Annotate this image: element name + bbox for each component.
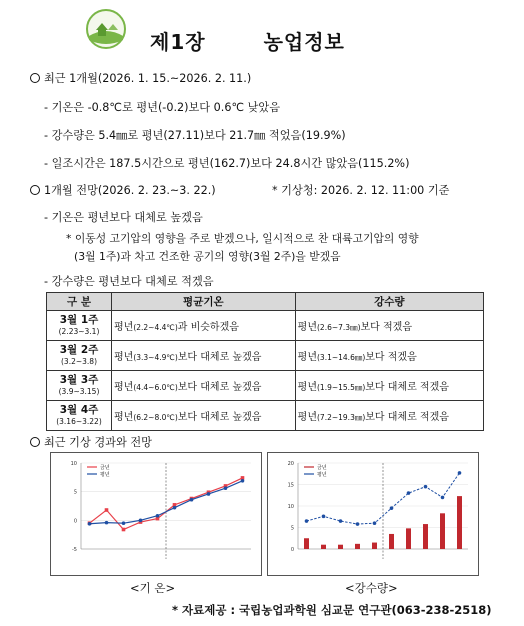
data-point xyxy=(241,479,245,483)
farm-logo-icon xyxy=(80,8,132,50)
data-point xyxy=(190,498,194,502)
data-point xyxy=(122,521,126,525)
rain-outlook: 보다 대체로 적겠음 xyxy=(365,412,449,423)
rain-chart-caption: <강수량> xyxy=(345,581,398,595)
week-cell xyxy=(47,311,112,341)
rain-range: (3.1~14.6㎜) xyxy=(317,353,366,362)
rain-range: (7.2~19.3㎜) xyxy=(317,413,366,422)
temp-outlook: 보다 대체로 높겠음 xyxy=(177,412,262,423)
y-tick-label: 10 xyxy=(70,461,77,467)
data-point xyxy=(156,514,160,518)
rain-cell xyxy=(295,371,483,401)
temp-chart xyxy=(51,453,261,575)
bar xyxy=(440,513,445,549)
temp-range: (4.4~6.0℃) xyxy=(133,383,178,392)
week-cell xyxy=(47,371,112,401)
table-header-week: 구 분 xyxy=(47,293,112,311)
data-point xyxy=(322,515,326,519)
y-tick-label: 20 xyxy=(287,461,294,467)
rain-cell xyxy=(295,311,483,341)
recent-heading: 최근 1개월(2026. 1. 15.~2026. 2. 11.) xyxy=(30,70,251,86)
temp-prefix: 평년 xyxy=(114,382,134,393)
table-header-row xyxy=(47,293,484,311)
rain-prefix: 평년 xyxy=(297,322,317,333)
temp-range: (3.3~4.9℃) xyxy=(133,353,178,362)
legend-label: 금년 xyxy=(317,465,327,471)
data-point xyxy=(390,506,394,510)
y-tick-label: 15 xyxy=(287,482,294,489)
data-point xyxy=(356,522,360,526)
data-point xyxy=(305,519,309,523)
table-header-rain: 강수량 xyxy=(295,293,483,311)
circle-bullet-icon xyxy=(30,437,40,447)
temp-chart-frame xyxy=(50,452,262,576)
charts-heading: 최근 기상 경과와 전망 xyxy=(30,434,152,450)
temp-prefix: 평년 xyxy=(114,412,134,423)
week-range: (3.2~3.8) xyxy=(61,356,97,366)
data-point xyxy=(424,485,428,489)
table-row xyxy=(47,341,484,371)
source-footer: * 자료제공 : 국립농업과학원 심교문 연구관(063-238-2518) xyxy=(172,603,492,617)
data-point xyxy=(373,521,377,525)
week-label: 3월 2주 xyxy=(59,343,99,356)
temp-outlook: 보다 대체로 높겠음 xyxy=(177,352,262,363)
week-range: (3.16~3.22) xyxy=(56,416,102,426)
data-point xyxy=(441,496,445,500)
outlook-note: * 기상청: 2026. 2. 12. 11:00 기준 xyxy=(272,184,450,197)
bar xyxy=(321,545,326,549)
data-point xyxy=(339,519,343,523)
y-tick-label: 5 xyxy=(73,489,77,496)
y-tick-label: 0 xyxy=(73,518,77,525)
data-point xyxy=(458,471,462,475)
table-row xyxy=(47,311,484,341)
outlook-temp-line: - 기온은 평년보다 대체로 높겠음 xyxy=(44,211,203,224)
week-range: (3.9~3.15) xyxy=(58,386,100,396)
temp-prefix: 평년 xyxy=(114,322,134,333)
circle-bullet-icon xyxy=(30,185,40,195)
rain-prefix: 평년 xyxy=(297,382,317,393)
data-point xyxy=(173,506,177,510)
recent-temp-line: - 기온은 -0.8℃로 평년(-0.2)보다 0.6℃ 낮았음 xyxy=(44,101,281,114)
temp-chart-caption: <기 온> xyxy=(130,581,176,595)
rain-prefix: 평년 xyxy=(297,412,317,423)
data-point xyxy=(207,492,211,496)
rain-cell xyxy=(295,341,483,371)
bar xyxy=(406,528,411,549)
data-point xyxy=(105,521,109,525)
data-point xyxy=(88,522,92,526)
rain-range: (1.9~15.5㎜) xyxy=(317,383,366,392)
y-tick-label: 0 xyxy=(290,547,294,553)
table-row xyxy=(47,371,484,401)
week-cell xyxy=(47,341,112,371)
bar xyxy=(338,545,343,549)
legend-label: 평년 xyxy=(100,472,110,478)
bar xyxy=(304,538,309,549)
rain-outlook: 보다 적겠음 xyxy=(360,322,412,333)
bar xyxy=(457,496,462,549)
recent-sun-line: - 일조시간은 187.5시간으로 평년(162.7)보다 24.8시간 많았음(115.2%) xyxy=(44,157,410,170)
temp-cell xyxy=(112,371,296,401)
temp-range: (2.2~4.4℃) xyxy=(133,323,178,332)
bar xyxy=(389,534,394,549)
temp-prefix: 평년 xyxy=(114,352,134,363)
page-title: 제1장 농업정보 xyxy=(150,30,345,54)
bar xyxy=(372,543,377,549)
week-cell xyxy=(47,401,112,431)
bar xyxy=(423,524,428,549)
y-tick-label: 5 xyxy=(290,525,294,532)
rain-cell xyxy=(295,401,483,431)
outlook-heading: 1개월 전망(2026. 2. 23.~3. 22.) xyxy=(30,182,216,198)
data-point xyxy=(139,519,143,523)
data-point xyxy=(105,508,109,512)
outlook-temp-detail-1: * 이동성 고기압의 영향을 주로 받겠으나, 일시적으로 찬 대륙고기압의 영향 xyxy=(66,232,419,245)
rain-chart xyxy=(268,453,478,575)
rain-outlook: 보다 적겠음 xyxy=(365,352,417,363)
recent-rain-line: - 강수량은 5.4㎜로 평년(27.11)보다 21.7㎜ 적었음(19.9%) xyxy=(44,129,346,142)
data-point xyxy=(224,486,228,490)
week-label: 3월 4주 xyxy=(59,403,99,416)
temp-cell xyxy=(112,311,296,341)
forecast-table xyxy=(46,292,484,431)
legend-label: 금년 xyxy=(100,465,110,471)
rain-range: (2.6~7.3㎜) xyxy=(317,323,361,332)
bar xyxy=(355,544,360,549)
y-tick-label: 10 xyxy=(287,504,294,510)
temp-cell xyxy=(112,341,296,371)
outlook-rain-line: - 강수량은 평년보다 대체로 적겠음 xyxy=(44,275,214,288)
rain-chart-frame xyxy=(267,452,479,576)
week-range: (2.23~3.1) xyxy=(58,326,100,336)
rain-prefix: 평년 xyxy=(297,352,317,363)
legend-label: 평년 xyxy=(317,472,327,478)
week-label: 3월 1주 xyxy=(59,313,99,326)
temp-cell xyxy=(112,401,296,431)
rain-outlook: 보다 대체로 적겠음 xyxy=(365,382,449,393)
temp-range: (6.2~8.0℃) xyxy=(133,413,178,422)
table-row xyxy=(47,401,484,431)
temp-outlook: 보다 대체로 높겠음 xyxy=(177,382,262,393)
data-point xyxy=(407,491,411,495)
temp-outlook: 과 비슷하겠음 xyxy=(177,322,239,333)
data-point xyxy=(122,528,126,532)
y-tick-label: -5 xyxy=(72,547,77,553)
week-label: 3월 3주 xyxy=(59,373,99,386)
outlook-temp-detail-2: (3월 1주)과 차고 건조한 공기의 영향(3월 2주)을 받겠음 xyxy=(74,250,341,263)
table-header-temp: 평균기온 xyxy=(112,293,296,311)
circle-bullet-icon xyxy=(30,73,40,83)
